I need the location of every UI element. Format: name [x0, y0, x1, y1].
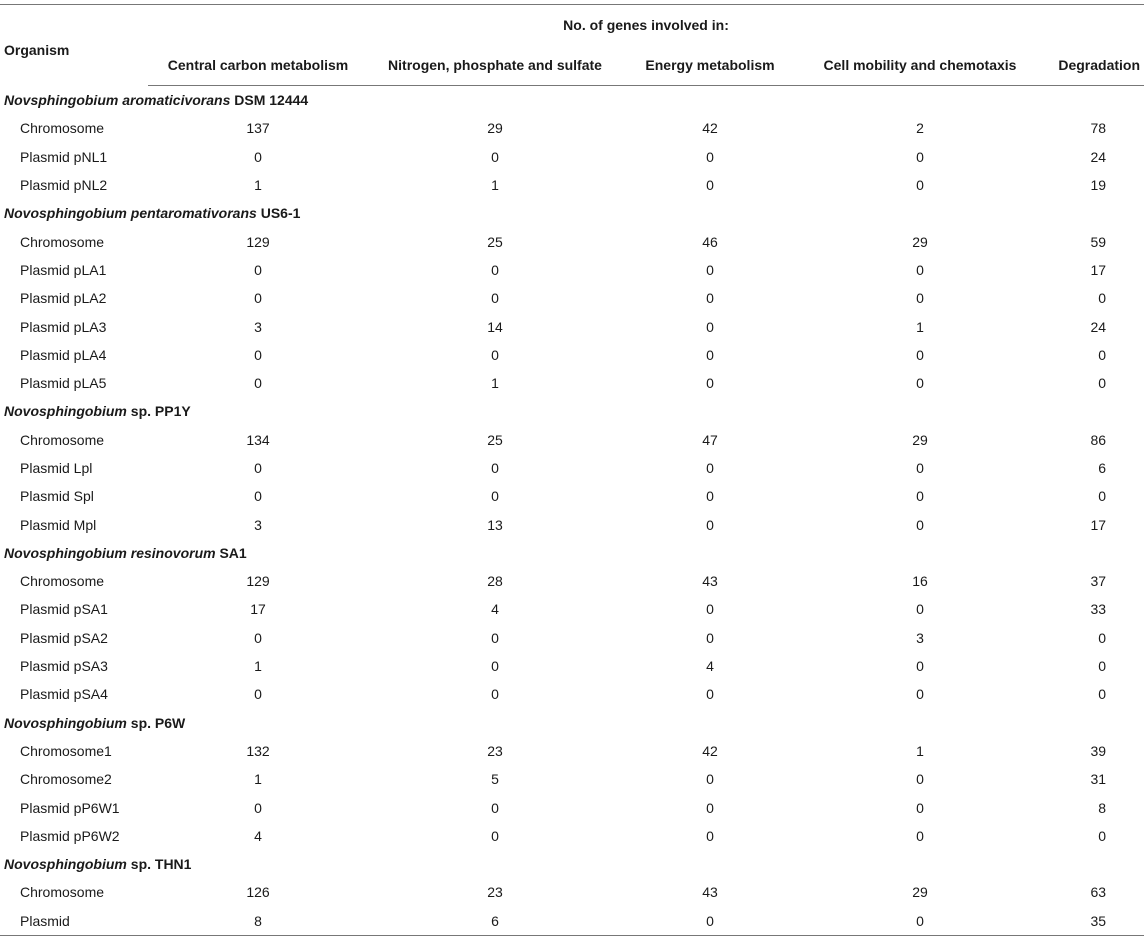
column-header-degradation: Degradation: [1042, 45, 1144, 86]
cell-mobility-count: 1: [916, 742, 924, 759]
column-header-cell-mobility: Cell mobility and chemotaxis: [798, 45, 1042, 86]
organism-name: [0, 199, 1144, 227]
replicon-name: Plasmid pLA1: [20, 261, 107, 278]
energy-metabolism-count: 0: [706, 346, 714, 363]
energy-metabolism-count: 0: [706, 799, 714, 816]
replicon-name: Chromosome: [20, 573, 105, 590]
organism-name: [0, 539, 1144, 567]
table-header: [0, 5, 1144, 86]
table-row: [0, 369, 1144, 397]
energy-metabolism-count: 43: [702, 884, 718, 901]
column-header-nitrogen-phosphate-sulfate: Nitrogen, phosphate and sulfate: [368, 45, 622, 86]
degradation-count: 0: [1098, 827, 1107, 844]
energy-metabolism-count: 43: [702, 573, 718, 590]
cell-mobility-count: 0: [916, 686, 924, 703]
cell-mobility-count: 0: [916, 799, 924, 816]
cell-mobility-count: 0: [916, 460, 924, 476]
organism-group-row: [0, 850, 1144, 878]
table-row: [0, 822, 1144, 850]
organism-group-row: [0, 397, 1144, 425]
table-row: [0, 878, 1144, 906]
nitrogen-phosphate-sulfate-count: 0: [491, 799, 499, 816]
nitrogen-phosphate-sulfate-count: 0: [491, 488, 499, 505]
organism-group-row: [0, 539, 1144, 567]
degradation-count: 24: [1090, 318, 1107, 335]
nitrogen-phosphate-sulfate-count: 0: [491, 290, 499, 307]
central-carbon-count: 137: [246, 120, 270, 137]
organism-name: [0, 86, 1144, 115]
energy-metabolism-count: 0: [706, 261, 714, 278]
table-row: [0, 143, 1144, 171]
central-carbon-count: 17: [250, 601, 266, 618]
degradation-count: 0: [1098, 629, 1107, 646]
strain-name: SA1: [219, 544, 247, 561]
energy-metabolism-count: 0: [706, 488, 714, 505]
degradation-count: 35: [1042, 907, 1144, 936]
central-carbon-count: 4: [254, 827, 262, 844]
energy-metabolism-count: 46: [702, 233, 718, 250]
nitrogen-phosphate-sulfate-count: 0: [491, 686, 499, 703]
replicon-name: Plasmid pP6W1: [20, 799, 120, 816]
table-row: [0, 652, 1144, 680]
energy-metabolism-count: 0: [706, 460, 714, 476]
energy-metabolism-count: 0: [706, 601, 714, 618]
replicon-name: Plasmid Lpl: [20, 460, 93, 476]
table-row: [0, 171, 1144, 199]
degradation-count: 37: [1090, 573, 1107, 590]
replicon-name: Plasmid pLA5: [20, 375, 107, 392]
energy-metabolism-count: 42: [702, 120, 718, 137]
nitrogen-phosphate-sulfate-count: 5: [491, 771, 499, 788]
energy-metabolism-count: 0: [622, 907, 798, 936]
organism-group-row: [0, 199, 1144, 227]
nitrogen-phosphate-sulfate-count: 25: [487, 431, 503, 448]
cell-mobility-count: 0: [916, 601, 924, 618]
species-name: Novosphingobium pentaromativorans: [4, 205, 257, 222]
table-row: [0, 510, 1144, 538]
central-carbon-count: 1: [254, 177, 262, 194]
degradation-count: 31: [1090, 771, 1107, 788]
species-name: Novosphingobium: [4, 714, 127, 731]
central-carbon-count: 0: [254, 375, 262, 392]
degradation-count: 59: [1090, 233, 1107, 250]
central-carbon-count: 134: [246, 431, 270, 448]
nitrogen-phosphate-sulfate-count: 0: [491, 261, 499, 278]
strain-name: DSM 12444: [234, 92, 309, 109]
central-carbon-count: 1: [254, 771, 262, 788]
table-row: [0, 454, 1144, 482]
cell-mobility-count: 29: [912, 431, 928, 448]
degradation-count: 0: [1098, 488, 1107, 505]
column-header-energy-metabolism: Energy metabolism: [622, 45, 798, 86]
energy-metabolism-count: 0: [706, 629, 714, 646]
cell-mobility-count: 0: [916, 375, 924, 392]
central-carbon-count: 8: [148, 907, 368, 936]
table-body: [0, 86, 1144, 936]
strain-name: sp. PP1Y: [130, 403, 191, 420]
central-carbon-count: 1: [254, 658, 262, 675]
central-carbon-count: 0: [254, 148, 262, 165]
energy-metabolism-count: 42: [702, 742, 718, 759]
central-carbon-count: 3: [254, 516, 262, 533]
replicon-name: Chromosome1: [20, 742, 112, 759]
organism-name: [0, 709, 1144, 737]
replicon-name: Plasmid pLA3: [20, 318, 107, 335]
degradation-count: 8: [1098, 799, 1107, 816]
central-carbon-count: 0: [254, 799, 262, 816]
central-carbon-count: 0: [254, 290, 262, 307]
table-row: [0, 482, 1144, 510]
nitrogen-phosphate-sulfate-count: 6: [368, 907, 622, 936]
organism-name: [0, 850, 1144, 878]
nitrogen-phosphate-sulfate-count: 23: [487, 742, 503, 759]
degradation-count: 86: [1090, 431, 1107, 448]
table-row: [0, 256, 1144, 284]
nitrogen-phosphate-sulfate-count: 0: [491, 346, 499, 363]
nitrogen-phosphate-sulfate-count: 25: [487, 233, 503, 250]
cell-mobility-count: 29: [912, 233, 928, 250]
table-row: [0, 793, 1144, 821]
replicon-name: Plasmid pSA1: [20, 601, 108, 618]
table-row: [0, 765, 1144, 793]
degradation-count: 6: [1098, 460, 1107, 476]
replicon-name: Plasmid Spl: [20, 488, 94, 505]
gene-count-table: [0, 4, 1144, 936]
central-carbon-count: 0: [254, 629, 262, 646]
replicon-name: Plasmid pLA2: [20, 290, 107, 307]
nitrogen-phosphate-sulfate-count: 0: [491, 629, 499, 646]
nitrogen-phosphate-sulfate-count: 13: [487, 516, 503, 533]
organism-header: Organism: [0, 5, 148, 86]
cell-mobility-count: 0: [916, 346, 924, 363]
central-carbon-count: 0: [254, 261, 262, 278]
replicon-name: Plasmid pNL2: [20, 177, 108, 194]
nitrogen-phosphate-sulfate-count: 23: [487, 884, 503, 901]
cell-mobility-count: 0: [916, 827, 924, 844]
replicon-name: Plasmid Mpl: [20, 516, 97, 533]
central-carbon-count: 0: [254, 460, 262, 476]
energy-metabolism-count: 47: [702, 431, 718, 448]
central-carbon-count: 0: [254, 346, 262, 363]
table-row: [0, 341, 1144, 369]
degradation-count: 17: [1090, 516, 1107, 533]
replicon-name: Chromosome: [20, 120, 105, 137]
organism-group-row: [0, 86, 1144, 115]
cell-mobility-count: 0: [916, 516, 924, 533]
replicon-name: Chromosome2: [20, 771, 112, 788]
cell-mobility-count: 16: [912, 573, 928, 590]
degradation-count: 0: [1098, 290, 1107, 307]
table-row: [0, 312, 1144, 340]
replicon-name: Plasmid: [0, 907, 148, 936]
central-carbon-count: 129: [246, 573, 270, 590]
cell-mobility-count: 0: [798, 907, 1042, 936]
degradation-count: 24: [1090, 148, 1107, 165]
table-row: [0, 595, 1144, 623]
cell-mobility-count: 0: [916, 771, 924, 788]
nitrogen-phosphate-sulfate-count: 29: [487, 120, 503, 137]
energy-metabolism-count: 0: [706, 290, 714, 307]
strain-name: sp. THN1: [130, 856, 192, 873]
energy-metabolism-count: 0: [706, 177, 714, 194]
species-name: Novsphingobium aromaticivorans: [4, 92, 231, 109]
degradation-count: 33: [1090, 601, 1107, 618]
replicon-name: Chromosome: [20, 233, 105, 250]
cell-mobility-count: 3: [916, 629, 924, 646]
replicon-name: Plasmid pP6W2: [20, 827, 120, 844]
cell-mobility-count: 0: [916, 148, 924, 165]
degradation-count: 0: [1098, 346, 1107, 363]
energy-metabolism-count: 0: [706, 375, 714, 392]
table-row: [0, 284, 1144, 312]
replicon-name: Plasmid pNL1: [20, 148, 108, 165]
degradation-count: 19: [1090, 177, 1107, 194]
cell-mobility-count: 0: [916, 177, 924, 194]
degradation-count: 0: [1098, 658, 1107, 675]
replicon-name: Plasmid pLA4: [20, 346, 107, 363]
nitrogen-phosphate-sulfate-count: 28: [487, 573, 503, 590]
nitrogen-phosphate-sulfate-count: 0: [491, 827, 499, 844]
energy-metabolism-count: 0: [706, 516, 714, 533]
degradation-count: 63: [1090, 884, 1107, 901]
energy-metabolism-count: 0: [706, 318, 714, 335]
genes-group-header: No. of genes involved in:: [148, 5, 1144, 46]
table-row: [0, 227, 1144, 255]
organism-group-row: [0, 709, 1144, 737]
table-row: [0, 737, 1144, 765]
nitrogen-phosphate-sulfate-count: 1: [491, 375, 499, 392]
energy-metabolism-count: 0: [706, 827, 714, 844]
strain-name: sp. P6W: [130, 714, 186, 731]
energy-metabolism-count: 0: [706, 148, 714, 165]
nitrogen-phosphate-sulfate-count: 1: [491, 177, 499, 194]
nitrogen-phosphate-sulfate-count: 0: [491, 148, 499, 165]
central-carbon-count: 132: [246, 742, 270, 759]
table-row: [0, 680, 1144, 708]
table-row: [0, 907, 1144, 936]
cell-mobility-count: 0: [916, 290, 924, 307]
table-row: [0, 114, 1144, 142]
degradation-count: 0: [1098, 375, 1107, 392]
nitrogen-phosphate-sulfate-count: 0: [491, 460, 499, 476]
organism-name: [0, 397, 1144, 425]
central-carbon-count: 0: [254, 488, 262, 505]
cell-mobility-count: 0: [916, 488, 924, 505]
energy-metabolism-count: 0: [706, 771, 714, 788]
table-row: [0, 426, 1144, 454]
species-name: Novosphingobium resinovorum: [4, 544, 216, 561]
replicon-name: Plasmid pSA4: [20, 686, 108, 703]
central-carbon-count: 126: [246, 884, 270, 901]
table-row: [0, 567, 1144, 595]
replicon-name: Plasmid pSA2: [20, 629, 108, 646]
cell-mobility-count: 0: [916, 261, 924, 278]
species-name: Novosphingobium: [4, 856, 127, 873]
replicon-name: Chromosome: [20, 431, 105, 448]
species-name: Novosphingobium: [4, 403, 127, 420]
cell-mobility-count: 1: [916, 318, 924, 335]
energy-metabolism-count: 4: [706, 658, 714, 675]
cell-mobility-count: 0: [916, 658, 924, 675]
strain-name: US6-1: [260, 205, 301, 222]
nitrogen-phosphate-sulfate-count: 4: [491, 601, 499, 618]
cell-mobility-count: 2: [916, 120, 924, 137]
table-row: [0, 624, 1144, 652]
nitrogen-phosphate-sulfate-count: 14: [487, 318, 503, 335]
central-carbon-count: 129: [246, 233, 270, 250]
replicon-name: Chromosome: [20, 884, 105, 901]
degradation-count: 17: [1090, 261, 1107, 278]
degradation-count: 78: [1090, 120, 1107, 137]
degradation-count: 0: [1098, 686, 1107, 703]
nitrogen-phosphate-sulfate-count: 0: [491, 658, 499, 675]
central-carbon-count: 0: [254, 686, 262, 703]
column-header-central-carbon: Central carbon metabolism: [148, 45, 368, 86]
replicon-name: Plasmid pSA3: [20, 658, 108, 675]
energy-metabolism-count: 0: [706, 686, 714, 703]
cell-mobility-count: 29: [912, 884, 928, 901]
degradation-count: 39: [1090, 742, 1107, 759]
central-carbon-count: 3: [254, 318, 262, 335]
